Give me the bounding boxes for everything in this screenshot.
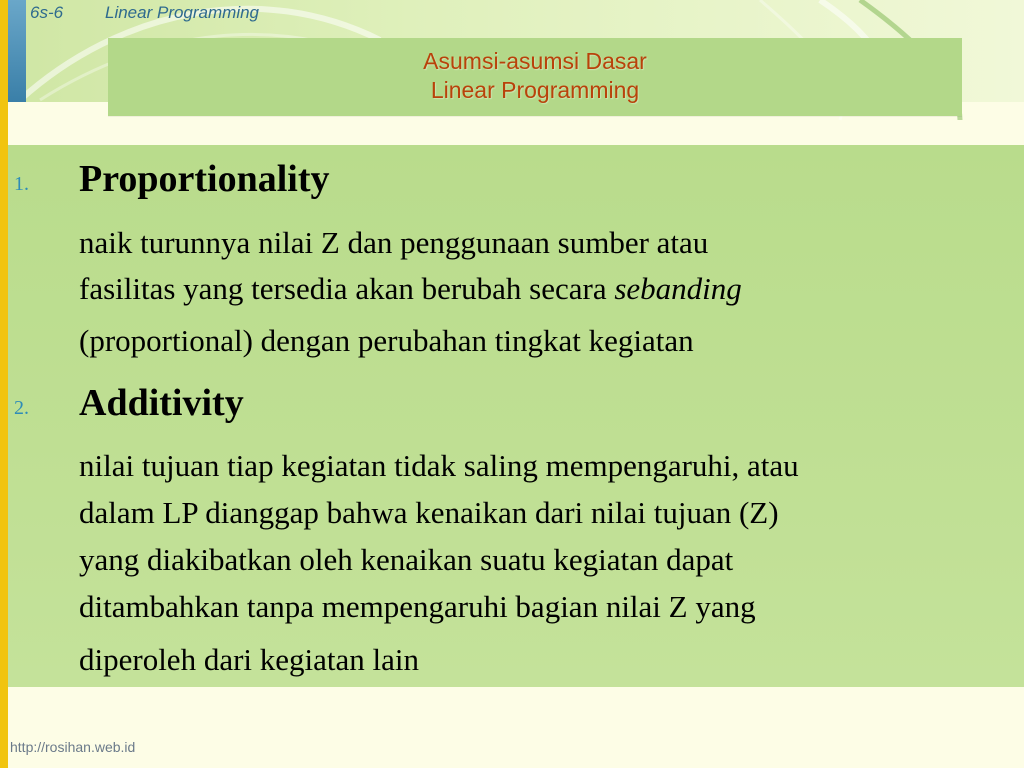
description-line: nilai tujuan tiap kegiatan tidak saling mempengaruhi, atau xyxy=(79,448,799,483)
description-line: dalam LP dianggap bahwa kenaikan dari nilai tujuan (Z) xyxy=(79,495,779,530)
description-line: (proportional) dengan perubahan tingkat kegiatan xyxy=(79,323,694,358)
list-number: 1. xyxy=(14,173,29,195)
description-line: diperoleh dari kegiatan lain xyxy=(79,642,420,677)
item-heading: Proportionality xyxy=(79,158,330,200)
list-number: 2. xyxy=(14,397,29,419)
slide-topic-label: Linear Programming xyxy=(105,3,260,22)
description-line: ditambahkan tanpa mempengaruhi bagian nilai Z yang xyxy=(79,589,756,624)
slide-title-line-1: Asumsi-asumsi Dasar xyxy=(423,48,647,74)
slide-number: 6s-6 xyxy=(30,3,64,22)
slide-title-line-2: Linear Programming xyxy=(430,77,640,103)
item-description xyxy=(79,222,999,366)
item-heading: Additivity xyxy=(79,382,244,424)
description-line xyxy=(79,268,999,320)
left-blue-strip xyxy=(8,0,26,102)
description-line: naik turunnya nilai Z dan penggunaan sumber atau xyxy=(79,225,709,260)
footer-url-link[interactable]: http://rosihan.web.id xyxy=(10,739,136,755)
left-accent-strip xyxy=(0,0,8,768)
description-text: fasilitas yang tersedia akan berubah secara xyxy=(79,271,615,306)
emphasis-text: sebanding xyxy=(614,271,742,306)
slide-title-band xyxy=(108,38,962,116)
item-description xyxy=(79,445,999,686)
content-panel xyxy=(8,145,1024,687)
slide-title xyxy=(108,47,962,105)
description-line: yang diakibatkan oleh kenaikan suatu kegiatan dapat xyxy=(79,542,734,577)
